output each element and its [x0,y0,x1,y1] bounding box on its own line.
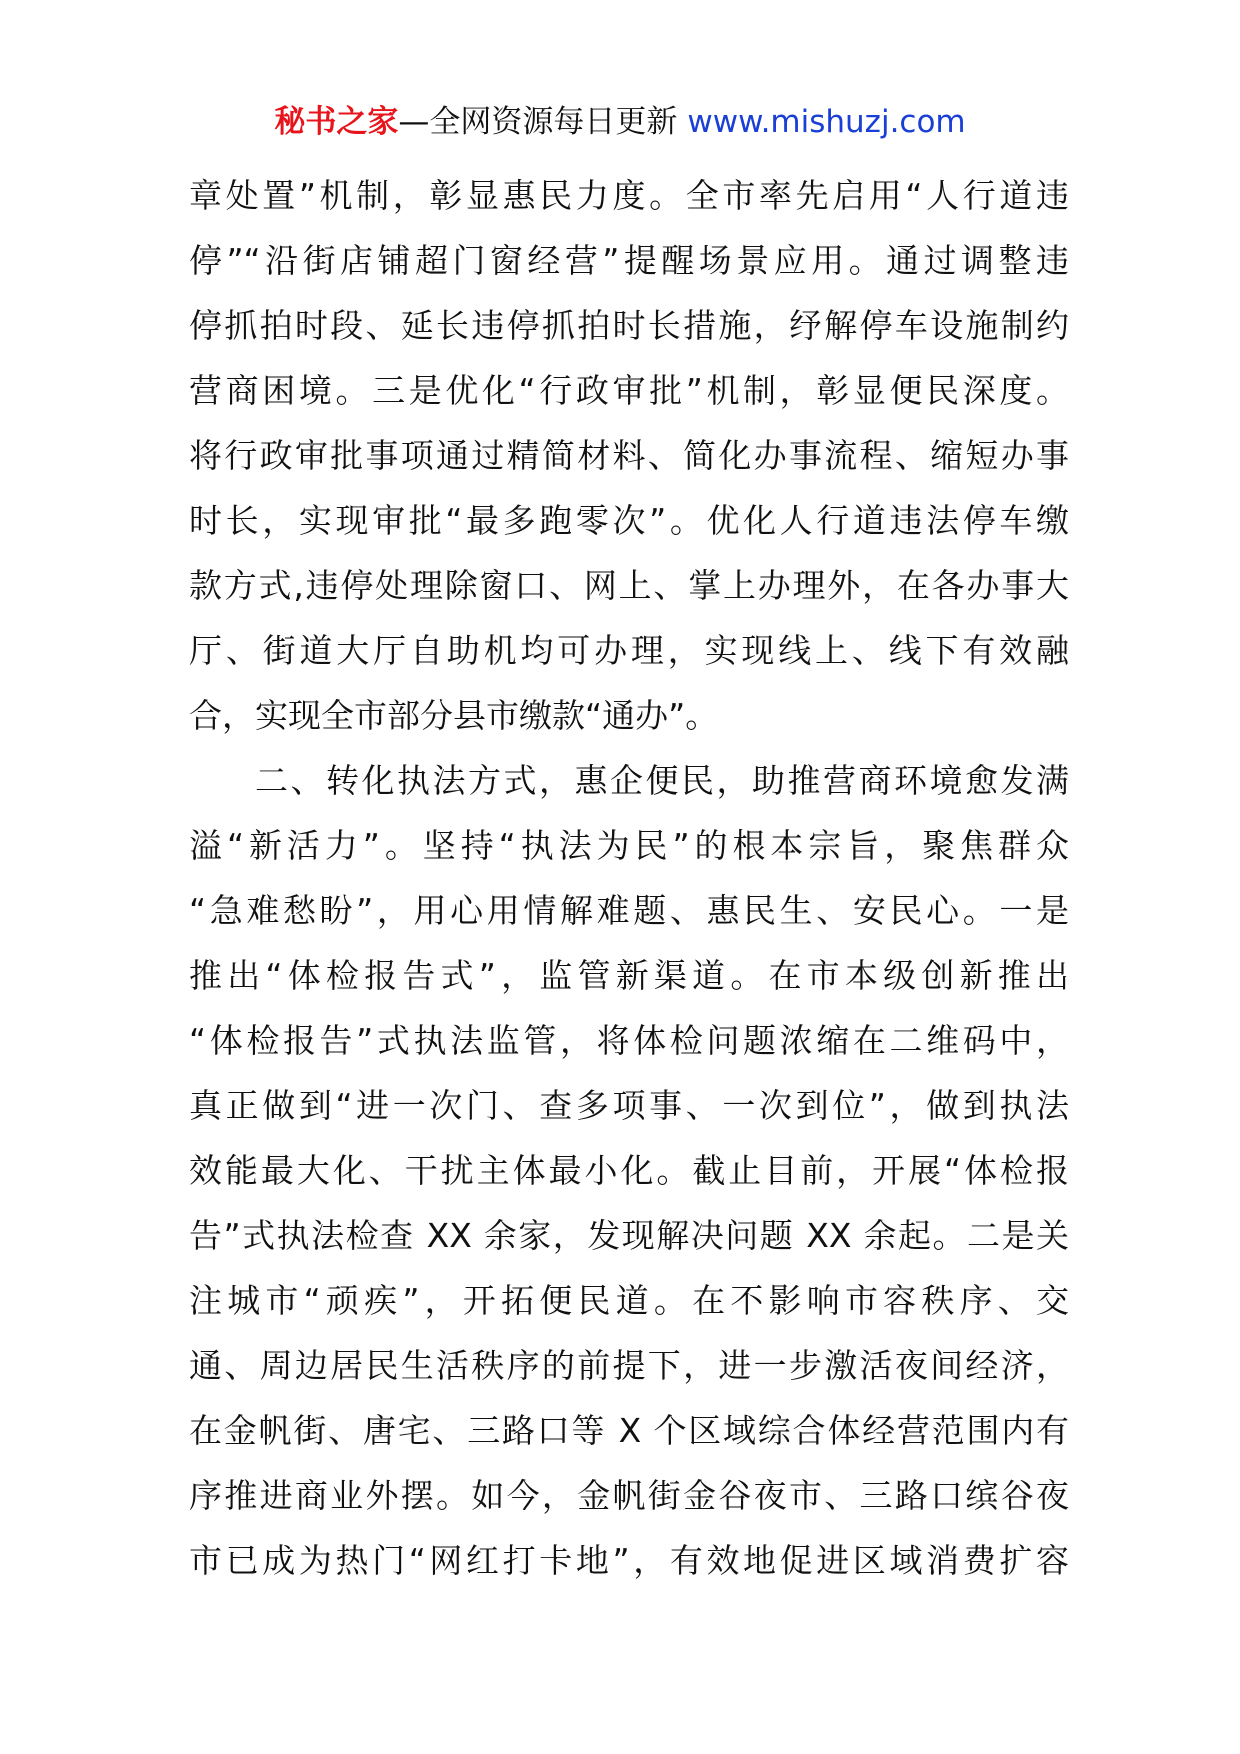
document-body [189,163,1069,1593]
text-line: 停”“沿街店铺超门窗经营”提醒场景应用。通过调整违 [189,241,1069,280]
text-line: 真正做到“进一次门、查多项事、一次到位”，做到执法 [189,1086,1069,1125]
site-url-link[interactable]: www.mishuzj.com [687,104,966,140]
text-line: 注城市“顽疾”，开拓便民道。在不影响市容秩序、交 [189,1281,1069,1320]
text-line: 厅、街道大厅自助机均可办理，实现线上、线下有效融 [189,631,1069,670]
text-line: 推出“体检报告式”，监管新渠道。在市本级创新推出 [189,956,1069,995]
text-line: 通、周边居民生活秩序的前提下，进一步激活夜间经济， [189,1346,1069,1385]
text-line: 章处置”机制，彰显惠民力度。全市率先启用“人行道违 [189,176,1069,215]
site-header [0,100,1240,144]
text-line: 款方式,违停处理除窗口、网上、掌上办理外，在各办事大 [189,566,1069,605]
text-line: 溢“新活力”。坚持“执法为民”的根本宗旨，聚焦群众 [189,826,1069,865]
text-line: 时长，实现审批“最多跑零次”。优化人行道违法停车缴 [189,501,1069,540]
text-line: 效能最大化、干扰主体最小化。截止目前，开展“体检报 [189,1151,1069,1190]
brand-name: 秘书之家 [274,104,399,140]
text-line: 在金帆街、唐宅、三路口等 X 个区域综合体经营范围内有 [189,1411,1069,1450]
text-line: 营商困境。三是优化“行政审批”机制，彰显便民深度。 [189,371,1069,410]
paragraph-end-line: 合，实现全市部分县市缴款“通办”。 [189,696,719,735]
section-heading-line: 二、转化执法方式，惠企便民，助推营商环境愈发满 [255,761,1069,800]
text-line: 告”式执法检查 XX 余家，发现解决问题 XX 余起。二是关 [189,1216,1069,1255]
text-line: 市已成为热门“网红打卡地”，有效地促进区域消费扩容 [189,1541,1069,1580]
header-tagline: —全网资源每日更新 [398,104,678,140]
text-line: “体检报告”式执法监管，将体检问题浓缩在二维码中， [189,1021,1069,1060]
text-line: 停抓拍时段、延长违停抓拍时长措施，纾解停车设施制约 [189,306,1069,345]
text-line: “急难愁盼”，用心用情解难题、惠民生、安民心。一是 [189,891,1069,930]
text-line: 将行政审批事项通过精简材料、简化办事流程、缩短办事 [189,436,1069,475]
text-line: 序推进商业外摆。如今，金帆街金谷夜市、三路口缤谷夜 [189,1476,1069,1515]
